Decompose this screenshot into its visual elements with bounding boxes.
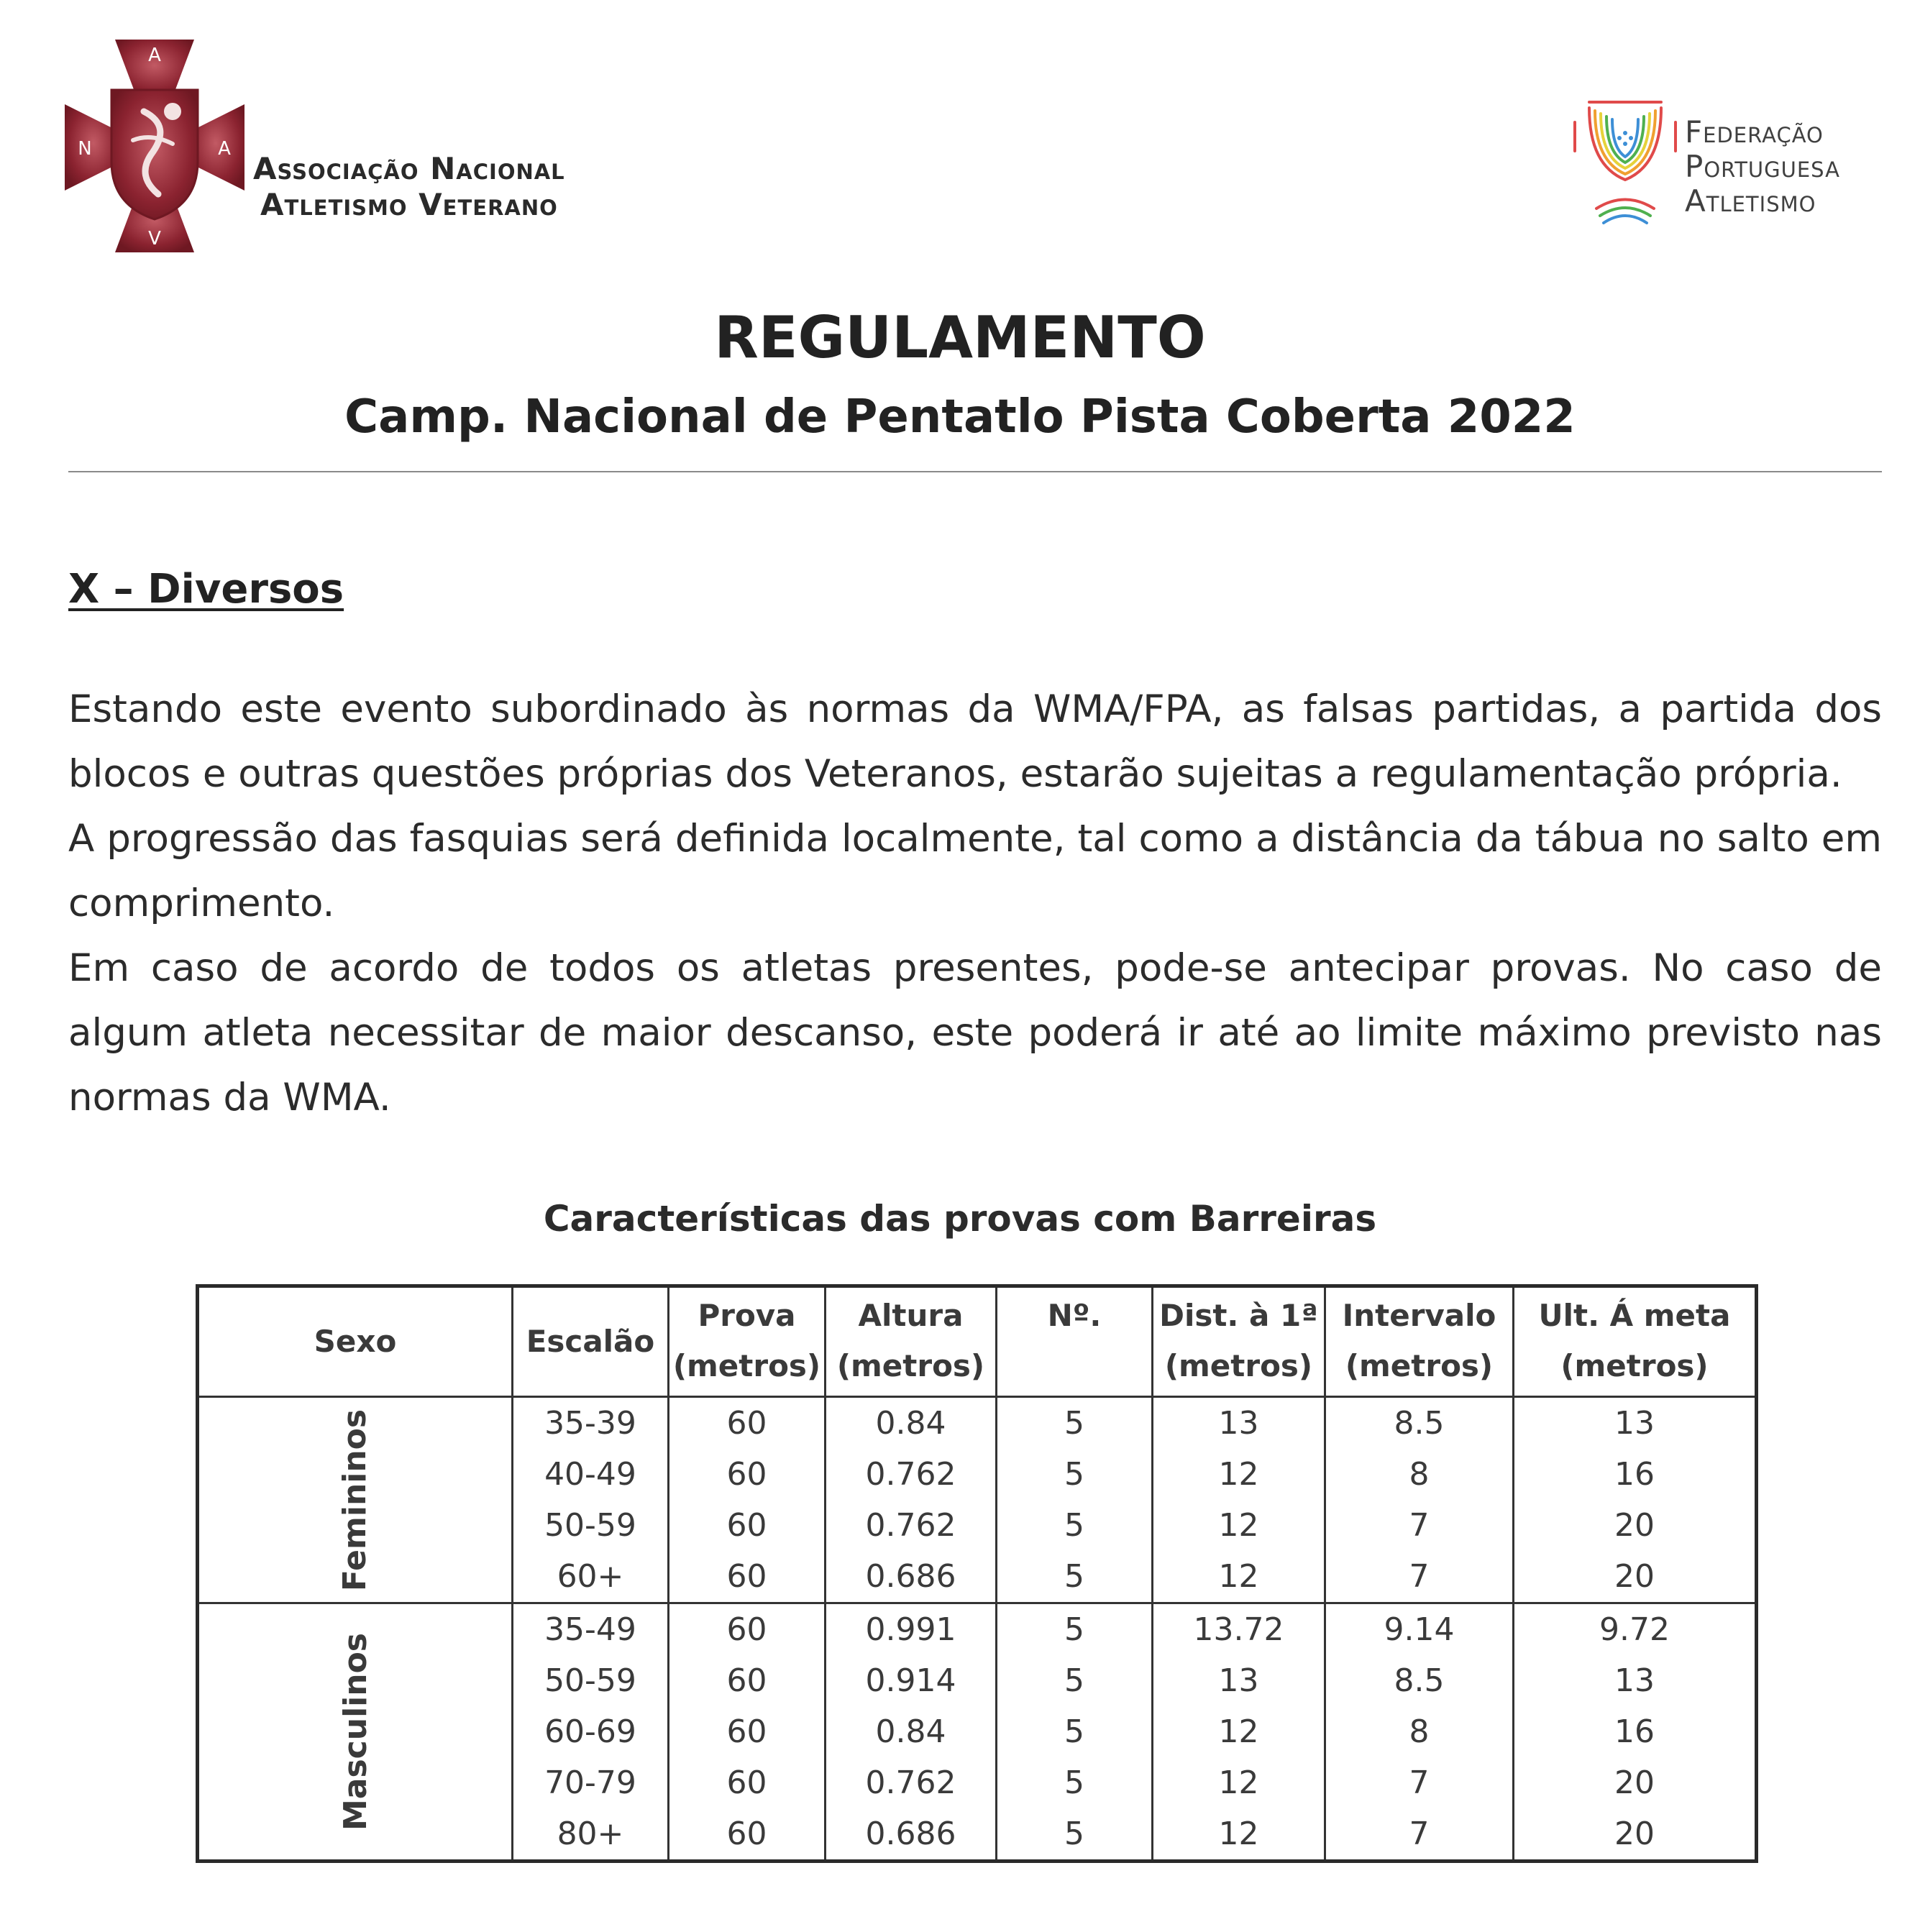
cell-escalao: 35-39	[513, 1397, 669, 1450]
cell-altura: 0.686	[826, 1808, 997, 1862]
document-title: REGULAMENTO	[714, 304, 1206, 371]
fpa-name-line3: Atletismo	[1685, 183, 1816, 219]
document-subtitle: Camp. Nacional de Pentatlo Pista Coberta 2022	[344, 390, 1576, 444]
cell-dist-primeira: 12	[1153, 1706, 1325, 1757]
header-intervalo: Intervalo (metros)	[1325, 1286, 1514, 1397]
cell-ult-meta: 9.72	[1514, 1603, 1757, 1656]
cell-altura: 0.991	[826, 1603, 997, 1656]
fpa-name-line1: Federação	[1685, 114, 1824, 150]
cell-numero: 5	[997, 1603, 1153, 1656]
cell-dist-primeira: 13	[1153, 1397, 1325, 1450]
cell-intervalo: 9.14	[1325, 1603, 1514, 1656]
fpa-name-line2: Portuguesa	[1685, 149, 1840, 184]
cell-escalao: 50-59	[513, 1500, 669, 1551]
cell-dist-primeira: 13	[1153, 1655, 1325, 1706]
cell-ult-meta: 13	[1514, 1655, 1757, 1706]
cell-prova: 60	[669, 1655, 826, 1706]
paragraph-1: Estando este evento subordinado às normas da WMA/FPA, as falsas partidas, a partida dos blocos e outras questões próprias dos Veteranos, estarão sujeitas a regulamentação própria.	[68, 687, 1882, 796]
anav-letter-right: A	[218, 138, 231, 160]
cell-intervalo: 8.5	[1325, 1655, 1514, 1706]
cell-intervalo: 8	[1325, 1706, 1514, 1757]
hurdles-table	[196, 1284, 1758, 1863]
anav-letter-bottom: V	[148, 228, 161, 249]
fpa-name	[1685, 115, 1840, 219]
cell-numero: 5	[997, 1757, 1153, 1808]
cell-escalao: 60+	[513, 1551, 669, 1603]
cell-escalao: 35-49	[513, 1603, 669, 1656]
anav-letter-left: N	[78, 138, 92, 160]
cell-ult-meta: 20	[1514, 1808, 1757, 1862]
cell-prova: 60	[669, 1706, 826, 1757]
cell-escalao: 60-69	[513, 1706, 669, 1757]
cell-escalao: 40-49	[513, 1449, 669, 1500]
cell-dist-primeira: 12	[1153, 1757, 1325, 1808]
cell-escalao: 50-59	[513, 1655, 669, 1706]
cell-intervalo: 7	[1325, 1500, 1514, 1551]
cell-ult-meta: 16	[1514, 1706, 1757, 1757]
cell-numero: 5	[997, 1706, 1153, 1757]
header-altura: Altura (metros)	[826, 1286, 997, 1397]
section-heading: X – Diversos	[68, 566, 344, 613]
anav-letter-top: A	[148, 45, 161, 66]
cell-altura: 0.686	[826, 1551, 997, 1603]
cell-ult-meta: 20	[1514, 1500, 1757, 1551]
cell-prova: 60	[669, 1808, 826, 1862]
header-sexo: Sexo	[198, 1286, 513, 1397]
cell-intervalo: 7	[1325, 1757, 1514, 1808]
table-caption: Características das provas com Barreiras	[543, 1198, 1377, 1240]
cell-numero: 5	[997, 1551, 1153, 1603]
cell-altura: 0.762	[826, 1500, 997, 1551]
anav-logo	[65, 40, 244, 252]
paragraph-2: A progressão das fasquias será definida localmente, tal como a distância da tábua no salto em comprimento.	[68, 817, 1882, 925]
header-prova: Prova (metros)	[669, 1286, 826, 1397]
cell-intervalo: 8	[1325, 1449, 1514, 1500]
cell-prova: 60	[669, 1449, 826, 1500]
table-header-row	[198, 1286, 1757, 1397]
paragraph-3: Em caso de acordo de todos os atletas presentes, pode-se antecipar provas. No caso de algum atleta necessitar de maior descanso, este poderá ir até ao limite máximo previsto nas normas da WMA.	[68, 946, 1882, 1120]
cell-escalao: 70-79	[513, 1757, 669, 1808]
cell-dist-primeira: 13.72	[1153, 1603, 1325, 1656]
cell-ult-meta: 20	[1514, 1551, 1757, 1603]
cell-ult-meta: 13	[1514, 1397, 1757, 1450]
cell-escalao: 80+	[513, 1808, 669, 1862]
table-row	[198, 1603, 1757, 1656]
section-body	[68, 677, 1882, 1130]
cell-intervalo: 8.5	[1325, 1397, 1514, 1450]
cell-numero: 5	[997, 1397, 1153, 1450]
cell-numero: 5	[997, 1500, 1153, 1551]
cell-prova: 60	[669, 1603, 826, 1656]
cell-prova: 60	[669, 1500, 826, 1551]
sexo-femininos: Femininos	[198, 1397, 513, 1603]
fpa-logo	[1568, 93, 1683, 226]
cell-intervalo: 7	[1325, 1551, 1514, 1603]
anav-name-line1: Associação Nacional	[253, 151, 565, 186]
cell-ult-meta: 16	[1514, 1449, 1757, 1500]
cell-numero: 5	[997, 1808, 1153, 1862]
anav-name	[253, 151, 565, 223]
cell-dist-primeira: 12	[1153, 1808, 1325, 1862]
cell-numero: 5	[997, 1655, 1153, 1706]
sexo-masculinos: Masculinos	[198, 1603, 513, 1862]
title-divider	[68, 471, 1882, 472]
cell-intervalo: 7	[1325, 1808, 1514, 1862]
header-dist-primeira: Dist. à 1ª (metros)	[1153, 1286, 1325, 1397]
cell-numero: 5	[997, 1449, 1153, 1500]
cell-altura: 0.762	[826, 1757, 997, 1808]
cell-prova: 60	[669, 1397, 826, 1450]
cell-altura: 0.914	[826, 1655, 997, 1706]
cell-prova: 60	[669, 1551, 826, 1603]
cell-altura: 0.84	[826, 1706, 997, 1757]
cell-dist-primeira: 12	[1153, 1449, 1325, 1500]
anav-name-line2: Atletismo Veterano	[260, 187, 558, 222]
header-numero: Nº.	[997, 1286, 1153, 1397]
table-row	[198, 1397, 1757, 1450]
cell-dist-primeira: 12	[1153, 1500, 1325, 1551]
cell-ult-meta: 20	[1514, 1757, 1757, 1808]
header-escalao: Escalão	[513, 1286, 669, 1397]
cell-prova: 60	[669, 1757, 826, 1808]
header-ult-meta: Ult. Á meta (metros)	[1514, 1286, 1757, 1397]
cell-altura: 0.762	[826, 1449, 997, 1500]
cell-dist-primeira: 12	[1153, 1551, 1325, 1603]
cell-altura: 0.84	[826, 1397, 997, 1450]
